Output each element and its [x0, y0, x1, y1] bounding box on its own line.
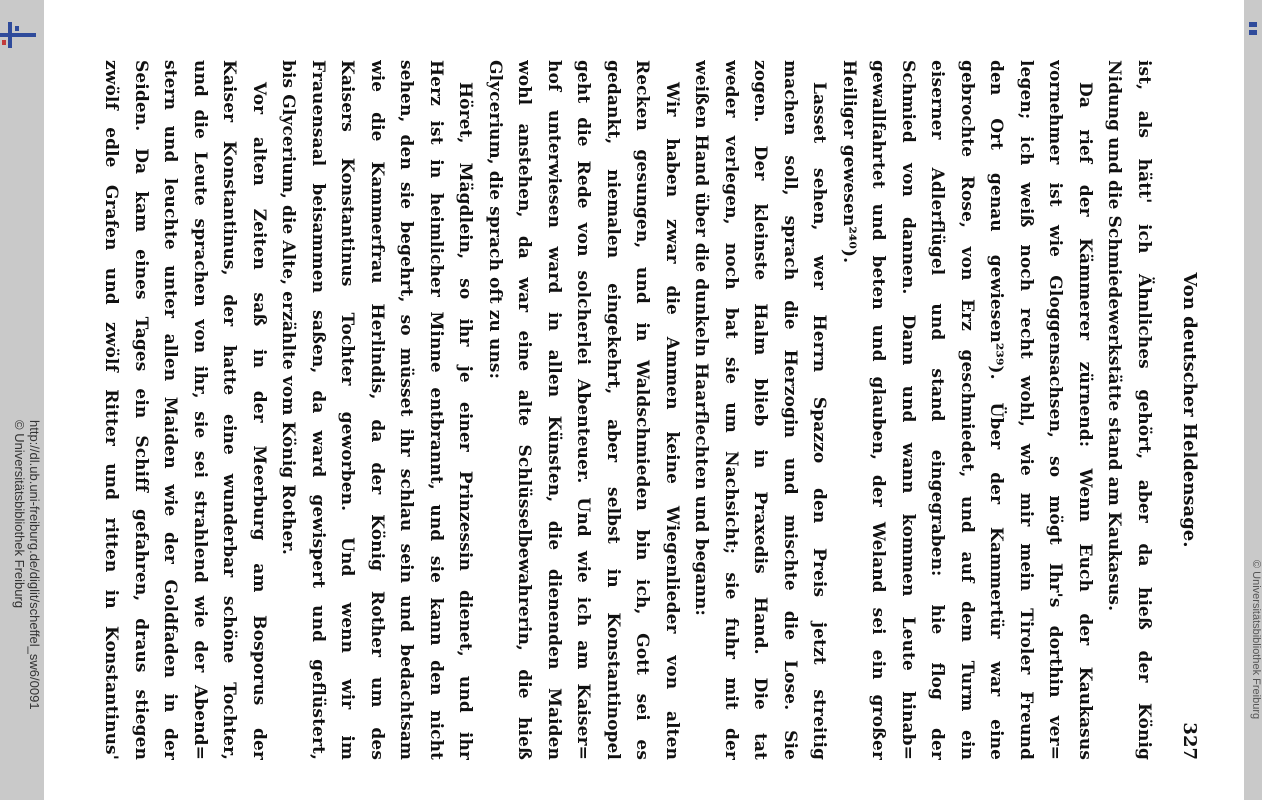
- text-line: wie die Kammerfrau Herlindis, da der König Rother um des: [367, 60, 387, 760]
- text-line: gewallfahrtet und beten und glauben, der Weland sei ein großer: [868, 60, 889, 760]
- text-line: bis Glycerium, die Alte, erzählte vom König Rother.: [278, 60, 299, 555]
- text-line: Schmied von dannen. Dann und wann kommen Leute hinab=: [898, 60, 918, 760]
- text-line: Herz ist in heimlicher Minne entbrannt, und sie kann den nicht: [426, 60, 446, 760]
- copyright-right: © Universitätsbibliothek Freiburg: [1250, 560, 1262, 720]
- text-line: gedankt, niemalen eingekehrt, aber selbst in Konstantinopel: [603, 60, 623, 760]
- text-line: Höret, Mägdlein, so ihr je einer Prinzessin dienet, und ihr: [455, 82, 476, 760]
- running-head: Von deutscher Heldensage.: [1179, 272, 1200, 548]
- copyright-left: © Universitätsbibliothek Freiburg: [12, 420, 27, 609]
- text-line: den Ort genau gewiesen²³⁹). Über der Kammertür war eine: [986, 60, 1007, 760]
- page-number: 327: [1179, 722, 1200, 760]
- text-line: Wir haben zwar die Ammen keine Wiegenlieder von alten: [662, 82, 682, 760]
- text-line: Da rief der Kämmerer zürnend: Wenn Euch der Kaukasus: [1075, 82, 1095, 760]
- text-line: und die Leute sprachen von ihr, sie sei strahlend wie der Abend=: [190, 60, 210, 760]
- text-line: zogen. Der kleinste Halm blieb in Praxedis Hand. Die tat: [750, 60, 771, 760]
- text-line: hof unterwiesen ward in allen Künsten, die dienenden Maiden: [544, 60, 564, 760]
- source-url-vertical: [12, 420, 44, 800]
- library-logo-small-icon: [1247, 20, 1259, 38]
- text-line: zwölf edle Grafen und zwölf Ritter und ritten in Konstantinus': [101, 60, 122, 760]
- text-line: Kaisers Konstantinus Tochter geworben. Und wenn wir im: [337, 60, 358, 760]
- text-body: [96, 60, 1158, 760]
- text-line: Frauensaal beisammen saßen, da ward gewispert und geflüstert,: [308, 60, 328, 760]
- text-line: vornehmer ist wie Gloggensachsen, so mögt Ihr's dorthin ver=: [1045, 60, 1066, 760]
- library-logo-icon: [0, 20, 36, 50]
- text-line: Vor alten Zeiten saß in der Meerburg am Bosporus der: [249, 82, 269, 760]
- page-text-rotated: [101, 60, 1200, 760]
- page-header: [1176, 60, 1200, 760]
- text-line: gebrochte Rose, von Erz geschmiedet, und auf dem Turm ein: [957, 60, 977, 760]
- text-line: Lasset sehen, wer Herrn Spazzo den Preis jetzt streitig: [809, 82, 830, 760]
- text-line: Seiden. Da kam eines Tages ein Schiff gefahren, draus stiegen: [131, 60, 151, 760]
- copyright-vertical-right: [1246, 560, 1262, 800]
- text-line: Nidung und die Schmiedewerkstätte stand am Kaukasus.: [1104, 60, 1125, 612]
- source-url[interactable]: http://dl.ub.uni-freiburg.de/diglit/scheffel_sw6/0091: [27, 420, 42, 710]
- text-line: geht die Rede von solcherlei Abenteuer. Und wie ich am Kaiser=: [573, 60, 594, 760]
- text-line: machen soll, sprach die Herzogin und mischte die Lose. Sie: [780, 60, 800, 760]
- text-line: eiserner Adlerflügel und stand eingegraben: hie flog der: [927, 60, 948, 760]
- text-line: weißen Hand über die dunkeln Haarflechten und begann:: [691, 60, 712, 616]
- text-line: Kaiser Konstantinus, der hatte eine wunderbar schöne Tochter,: [219, 60, 240, 760]
- text-line: weder verlegen, noch bat sie um Nachsicht; sie fuhr mit der: [721, 60, 741, 760]
- text-line: Heiliger gewesen²⁴⁰).: [839, 60, 859, 264]
- text-line: stern und leuchte unter allen Maiden wie der Goldfaden in der: [160, 60, 181, 760]
- text-line: ist, als hätt' ich Ähnliches gehört, aber da hieß der König: [1134, 60, 1154, 760]
- text-line: Glycerium, die sprach oft zu uns:: [485, 60, 505, 379]
- text-line: wohl anstehen, da war eine alte Schlüsselbewahrerin, die hieß: [514, 60, 535, 760]
- text-line: sehen, den sie begehrt, so müsset ihr schlau sein und bedachtsam: [396, 60, 417, 760]
- text-line: legen; ich weiß noch recht wohl, wie mir mein Tiroler Freund: [1016, 60, 1036, 760]
- text-line: Recken gesungen, und in Waldschmieden bin ich, Gott sei es: [632, 60, 653, 760]
